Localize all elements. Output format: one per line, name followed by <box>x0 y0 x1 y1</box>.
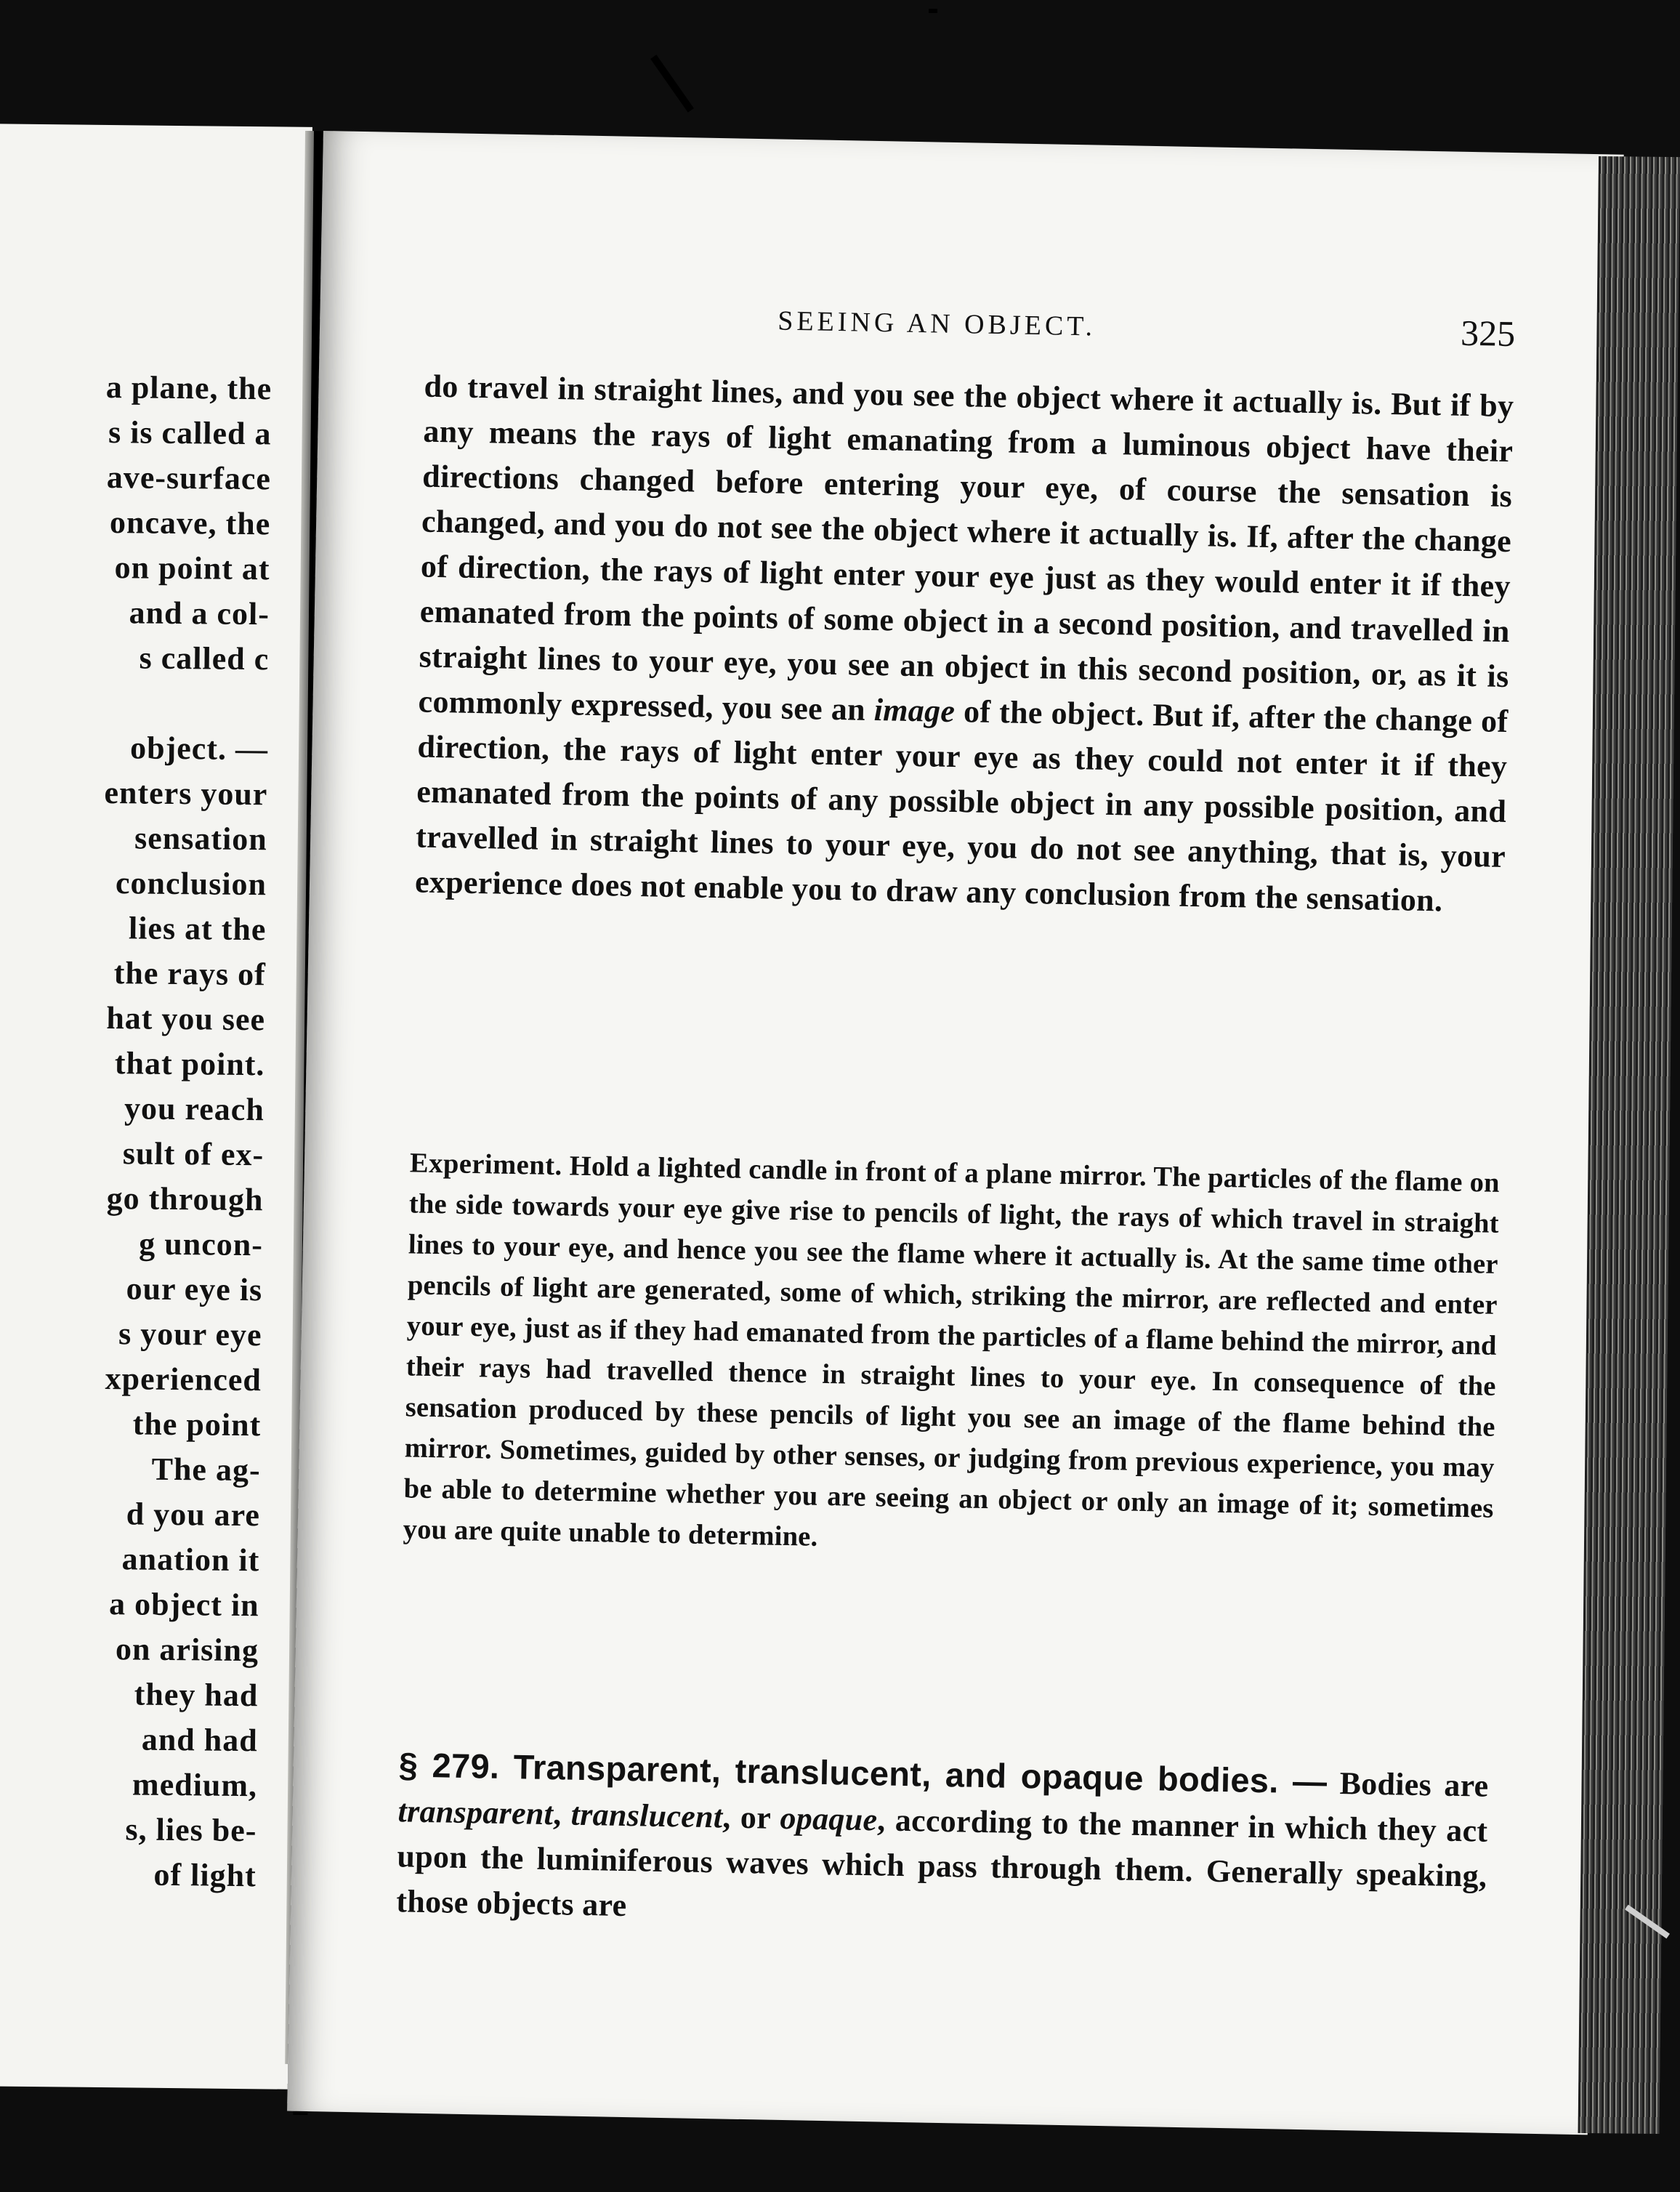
left-page-line: lies at the <box>128 910 267 948</box>
left-page-line: object. — <box>129 730 269 767</box>
left-page-line: medium, <box>132 1766 258 1804</box>
left-page-line: sult of ex- <box>122 1135 264 1173</box>
left-page-line: you reach <box>124 1090 265 1128</box>
left-page-line: xperienced <box>105 1361 262 1398</box>
left-page-line: of light <box>153 1856 257 1894</box>
left-page-line: they had <box>134 1676 259 1714</box>
left-page-line: on point at <box>114 549 270 587</box>
scan-speck <box>929 9 937 13</box>
left-page-line: s, lies be- <box>125 1811 257 1849</box>
experiment-text: Hold a lighted candle in front of a plane mirror. The particles of the flame on the side towards your eye give rise to pencils of light, the rays of which travel in straight lines to your eye, and hence you see the flame where it actually is. At the same time other pencils of light are generated, some of which, striking the mirror, are reflected and enter your eye, just as if they had emanated from the particles of a flame behind the mirror, and their rays had travelled thence in straight lines to your eye. In consequence of the sensation produced by these pencils of light you see an image of the flame behind the mirror. Sometimes, guided by other senses, or judging from previous experience, you may be able to determine whether you are seeing an object or only an image of it; sometimes you are quite unable to determine. <box>403 1151 1501 1552</box>
body-text-end: of the object. But if, after the change of direction, the rays of light enter your eye as they could not enter it if they emanated from the points of any possible object in any possible position, and travelled in straight lines to your eye, you do not see anything, that is, your experience does not enable you to draw any conclusion from the sensation. <box>414 693 1509 919</box>
left-page-line: a plane, the <box>105 368 272 407</box>
left-page-line: and a col- <box>129 595 270 632</box>
body-paragraph <box>415 364 1514 924</box>
left-page-line: hat you see <box>106 1000 266 1038</box>
left-page-line: s is called a <box>108 414 272 452</box>
running-head <box>320 297 1516 362</box>
left-page-line: the point <box>132 1406 262 1443</box>
left-page-line: oncave, the <box>109 504 271 542</box>
left-page-line: The ag- <box>151 1451 261 1488</box>
section-279 <box>396 1742 1489 1943</box>
left-page-line: g uncon- <box>139 1225 264 1263</box>
scan-speck <box>650 55 694 112</box>
left-page-line: and had <box>141 1721 258 1759</box>
left-page-line: anation it <box>121 1541 260 1579</box>
left-page-line: sensation <box>134 820 267 858</box>
left-page-text-column <box>0 124 312 1894</box>
left-page-line: d you are <box>126 1496 261 1534</box>
left-page-line: conclusion <box>115 865 267 903</box>
experiment-label: Experiment. <box>409 1148 563 1182</box>
left-page-line: a object in <box>108 1586 259 1624</box>
body-text-start: do travel in straight lines, and you see the object where it actually is. But if by any means the rays of light emanating from a luminous object have their directions changed before entering your eye, of course the sensation is changed, and you do not see the object where it actually is. If, after the change of direction, the rays of light enter your eye just as they would enter it if they emanated from the points of some object in a second position, and travelled in straight lines to your eye, you see an object in this second position, or, as it is commonly expressed, you see an <box>418 368 1514 728</box>
left-page <box>0 124 312 2090</box>
left-page-line: enters your <box>104 774 268 813</box>
section-term-opaque: opaque <box>780 1800 878 1838</box>
left-page-line: s called c <box>139 640 270 677</box>
section-heading: § 279. Transparent, translucent, and opaque bodies. — <box>398 1745 1328 1801</box>
left-page-line: the rays of <box>113 955 267 993</box>
running-title: SEEING AN OBJECT. <box>777 305 1097 342</box>
left-page-line: ave-surface <box>106 459 272 497</box>
left-page-line: our eye is <box>126 1270 263 1308</box>
section-term-translucent: translucent <box>570 1796 723 1835</box>
section-separator: , <box>552 1796 562 1832</box>
page-number: 325 <box>1460 312 1516 355</box>
left-page-line: on arising <box>115 1631 259 1669</box>
section-separator: , or <box>722 1799 771 1836</box>
section-term-transparent: transparent <box>397 1793 554 1832</box>
left-page-line: that point. <box>114 1045 265 1083</box>
left-page-line: s your eye <box>118 1315 262 1353</box>
left-page-line: go through <box>106 1180 264 1218</box>
body-emphasis-image: image <box>873 692 956 730</box>
experiment-paragraph <box>403 1143 1500 1569</box>
section-lead: Bodies are <box>1339 1765 1489 1804</box>
section-text: , according to the manner in which they act upon the luminiferous waves which pass through them. Generally speaking, those objects are <box>395 1802 1488 1924</box>
right-page <box>287 131 1624 2135</box>
